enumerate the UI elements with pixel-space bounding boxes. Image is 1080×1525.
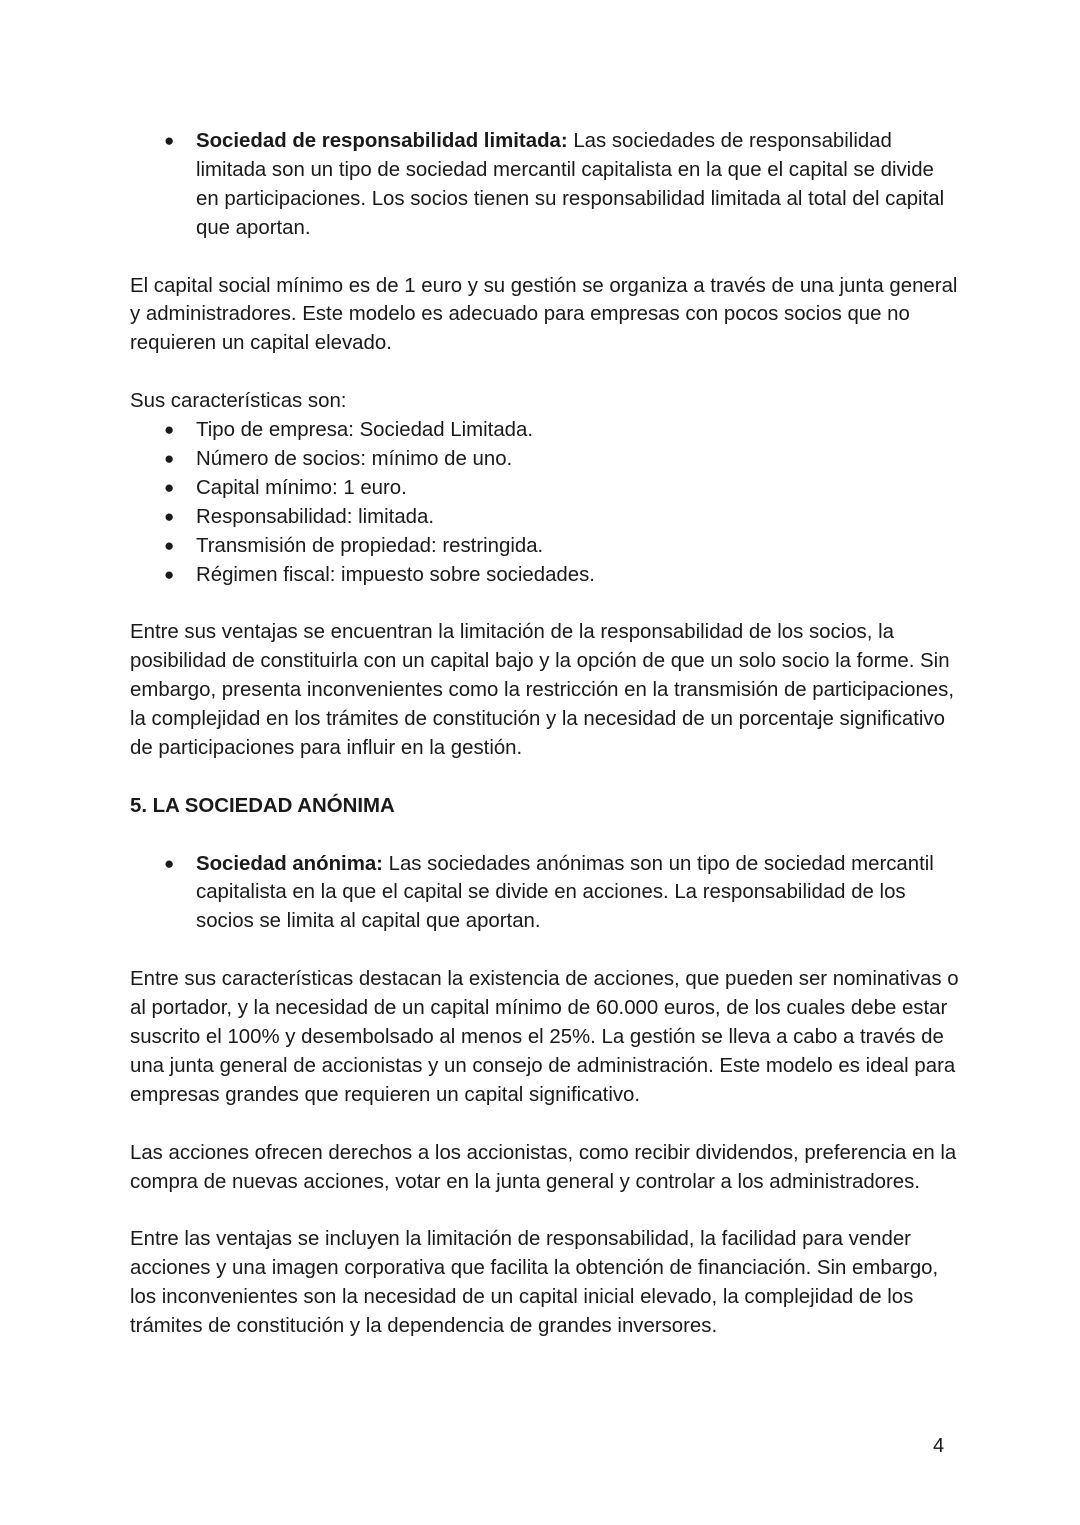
list-item: ● Transmisión de propiedad: restringida.: [130, 532, 960, 561]
bullet-icon: ●: [164, 853, 175, 873]
sa-advantages-paragraph: Entre las ventajas se incluyen la limitación de responsabilidad, la facilidad para vender acciones y una imagen corporativa que facilita la obtención de financiación. Sin embargo, los inconvenientes son la necesidad de un capital inicial elevado, la complejidad de los trámites de constitución y la dependencia de grandes inversores.: [130, 1228, 939, 1338]
sa-definition: [196, 850, 960, 937]
bullet-icon: ●: [164, 535, 175, 555]
list-item: ● Número de socios: mínimo de uno.: [130, 445, 960, 474]
bullet-icon: ●: [164, 448, 175, 468]
shareholder-rights-paragraph: Las acciones ofrecen derechos a los accionistas, como recibir dividendos, preferencia en la compra de nuevas acciones, votar en la junta general y controlar a los administradores.: [130, 1141, 957, 1193]
bullet-icon: ●: [164, 564, 175, 584]
document-page: [130, 127, 960, 1341]
features-list: [130, 416, 960, 589]
srl-definition-bullet: [130, 127, 960, 243]
list-item: ● Responsabilidad: limitada.: [130, 503, 960, 532]
capital-paragraph: El capital social mínimo es de 1 euro y su gestión se organiza a través de una junta general y administradores. Este modelo es adecuado para empresas con pocos socios que no requieren un capital elevado.: [130, 274, 958, 355]
page-number: 4: [933, 1435, 945, 1457]
list-item: ● Tipo de empresa: Sociedad Limitada.: [130, 416, 960, 445]
list-item: ● Régimen fiscal: impuesto sobre sociedades.: [130, 561, 960, 590]
features-intro: Sus características son:: [130, 390, 347, 413]
srl-term: Sociedad de responsabilidad limitada:: [196, 130, 568, 152]
sa-term: Sociedad anónima:: [196, 852, 383, 875]
sa-definition-text: Las sociedades anónimas son un tipo de sociedad mercantil capitalista en la que el capital se divide en acciones. La responsabilidad de los socios se limita al capital que aportan.: [196, 852, 934, 933]
sa-characteristics-paragraph: Entre sus características destacan la existencia de acciones, que pueden ser nominativas o al portador, y la necesidad de un capital mínimo de 60.000 euros, de los cuales debe estar suscrito el 100% y desembolsado al menos el 25%. La gestión se lleva a cabo a través de una junta general de accionistas y un consejo de administración. Este modelo es ideal para empresas grandes que requieren un capital significativo.: [130, 968, 959, 1106]
bullet-icon: ●: [164, 131, 175, 150]
srl-definition-text: Las sociedades de responsabilidad limitada son un tipo de sociedad mercantil capitalista en la que el capital se divide en participaciones. Los socios tienen su responsabilidad limitada al total del capital que aportan.: [196, 130, 945, 239]
srl-definition: [196, 127, 960, 243]
bullet-icon: ●: [164, 420, 175, 440]
section-heading: 5. LA SOCIEDAD ANÓNIMA: [130, 794, 395, 817]
bullet-icon: ●: [164, 477, 175, 497]
srl-advantages-paragraph: Entre sus ventajas se encuentran la limitación de la responsabilidad de los socios, la posibilidad de constituirla con un capital bajo y la opción de que un solo socio la forme. Sin embargo, presenta inconvenientes como la restricción en la transmisión de participaciones, la complejidad en los trámites de constitución y la necesidad de un porcentaje significativo de participaciones para influir en la gestión.: [130, 621, 954, 759]
sa-definition-bullet: [130, 850, 960, 937]
list-item: ● Capital mínimo: 1 euro.: [130, 474, 960, 503]
bullet-icon: ●: [164, 506, 175, 526]
